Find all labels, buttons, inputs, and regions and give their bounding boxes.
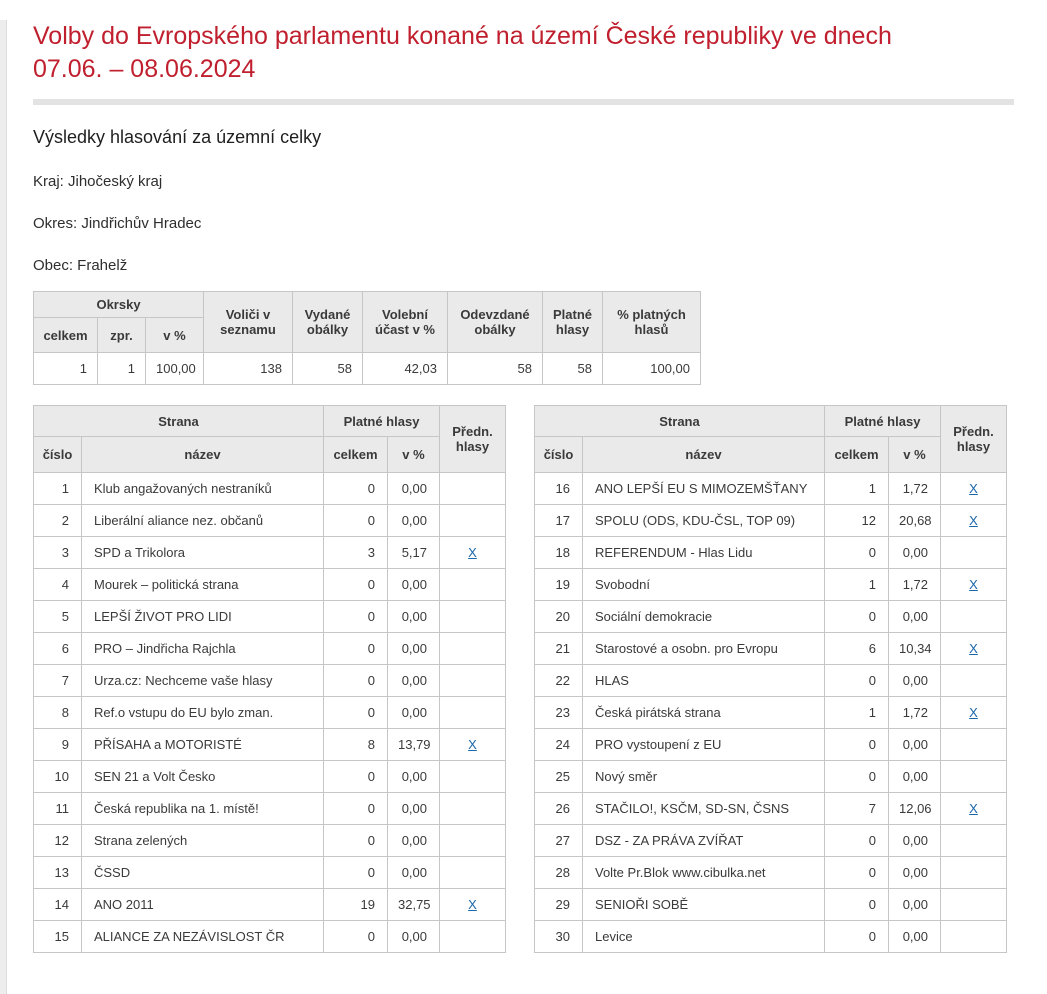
party-number: 5 bbox=[34, 601, 82, 633]
party-votes-pct: 0,00 bbox=[889, 857, 941, 889]
party-votes-pct: 0,00 bbox=[388, 569, 440, 601]
party-row bbox=[535, 697, 1007, 729]
pref-votes-cell bbox=[440, 857, 506, 889]
party-votes-pct: 12,06 bbox=[889, 793, 941, 825]
horizontal-divider bbox=[33, 99, 1014, 105]
value-volebni-ucast: 42,03 bbox=[363, 353, 448, 385]
party-votes-pct: 0,00 bbox=[388, 665, 440, 697]
party-row bbox=[34, 825, 506, 857]
pref-votes-cell bbox=[941, 857, 1007, 889]
pref-votes-cell bbox=[941, 601, 1007, 633]
party-votes-pct: 0,00 bbox=[889, 537, 941, 569]
party-number: 18 bbox=[535, 537, 583, 569]
party-row bbox=[535, 473, 1007, 505]
header-volici-v-seznamu: Voliči v seznamu bbox=[204, 292, 293, 353]
party-votes-total: 0 bbox=[825, 665, 889, 697]
value-pct-platnych: 100,00 bbox=[603, 353, 701, 385]
party-row bbox=[34, 633, 506, 665]
party-name: REFERENDUM - Hlas Lidu bbox=[583, 537, 825, 569]
party-votes-total: 0 bbox=[324, 921, 388, 953]
party-number: 4 bbox=[34, 569, 82, 601]
party-name: Česká republika na 1. místě! bbox=[82, 793, 324, 825]
party-votes-pct: 1,72 bbox=[889, 569, 941, 601]
party-votes-pct: 0,00 bbox=[889, 825, 941, 857]
party-votes-total: 8 bbox=[324, 729, 388, 761]
value-odevzdane-obalky: 58 bbox=[448, 353, 543, 385]
party-number: 26 bbox=[535, 793, 583, 825]
pref-votes-cell bbox=[941, 633, 1007, 665]
party-votes-total: 1 bbox=[825, 697, 889, 729]
party-row bbox=[34, 729, 506, 761]
party-votes-total: 0 bbox=[825, 825, 889, 857]
party-results-tables bbox=[33, 405, 1014, 953]
party-votes-pct: 0,00 bbox=[388, 601, 440, 633]
party-name: DSZ - ZA PRÁVA ZVÍŘAT bbox=[583, 825, 825, 857]
pref-votes-link[interactable]: X bbox=[468, 545, 477, 560]
party-row bbox=[535, 601, 1007, 633]
party-votes-pct: 0,00 bbox=[889, 921, 941, 953]
party-number: 29 bbox=[535, 889, 583, 921]
pref-votes-cell bbox=[440, 921, 506, 953]
party-votes-total: 19 bbox=[324, 889, 388, 921]
party-votes-total: 0 bbox=[324, 761, 388, 793]
party-row bbox=[34, 761, 506, 793]
header-celkem: celkem bbox=[825, 437, 889, 473]
header-odevzdane-obalky: Odevzdané obálky bbox=[448, 292, 543, 353]
party-name: Ref.o vstupu do EU bylo zman. bbox=[82, 697, 324, 729]
party-row bbox=[535, 505, 1007, 537]
party-name: Urza.cz: Nechceme vaše hlasy bbox=[82, 665, 324, 697]
value-okrsky-v-pct: 100,00 bbox=[146, 353, 204, 385]
party-votes-total: 0 bbox=[825, 601, 889, 633]
party-votes-total: 0 bbox=[324, 633, 388, 665]
party-table-left bbox=[33, 405, 506, 953]
party-votes-pct: 0,00 bbox=[889, 601, 941, 633]
pref-votes-cell bbox=[941, 889, 1007, 921]
party-row bbox=[34, 601, 506, 633]
party-row bbox=[34, 537, 506, 569]
page-title bbox=[33, 20, 1014, 86]
header-v-pct: v % bbox=[889, 437, 941, 473]
party-name: PRO – Jindřicha Rajchla bbox=[82, 633, 324, 665]
party-row bbox=[34, 793, 506, 825]
header-cislo: číslo bbox=[535, 437, 583, 473]
value-platne-hlasy: 58 bbox=[543, 353, 603, 385]
pref-votes-link[interactable]: X bbox=[969, 641, 978, 656]
header-platne-hlasy: Platné hlasy bbox=[543, 292, 603, 353]
party-number: 17 bbox=[535, 505, 583, 537]
party-votes-pct: 0,00 bbox=[388, 697, 440, 729]
header-vydane-obalky: Vydané obálky bbox=[293, 292, 363, 353]
party-number: 21 bbox=[535, 633, 583, 665]
region-obec: Obec: Frahelž bbox=[33, 257, 128, 274]
party-name: HLAS bbox=[583, 665, 825, 697]
party-name: PŘÍSAHA a MOTORISTÉ bbox=[82, 729, 324, 761]
party-name: ANO 2011 bbox=[82, 889, 324, 921]
pref-votes-cell bbox=[440, 793, 506, 825]
pref-votes-cell bbox=[440, 761, 506, 793]
party-votes-total: 3 bbox=[324, 537, 388, 569]
party-row bbox=[34, 857, 506, 889]
party-table-right bbox=[534, 405, 1007, 953]
party-votes-pct: 0,00 bbox=[388, 825, 440, 857]
party-number: 10 bbox=[34, 761, 82, 793]
pref-votes-cell bbox=[941, 505, 1007, 537]
party-votes-pct: 10,34 bbox=[889, 633, 941, 665]
party-row bbox=[34, 505, 506, 537]
party-votes-total: 0 bbox=[324, 697, 388, 729]
party-name: SPOLU (ODS, KDU-ČSL, TOP 09) bbox=[583, 505, 825, 537]
party-number: 23 bbox=[535, 697, 583, 729]
party-number: 20 bbox=[535, 601, 583, 633]
party-name: STAČILO!, KSČM, SD-SN, ČSNS bbox=[583, 793, 825, 825]
party-number: 3 bbox=[34, 537, 82, 569]
pref-votes-cell bbox=[440, 537, 506, 569]
value-okrsky-celkem: 1 bbox=[34, 353, 98, 385]
party-name: SENIOŘI SOBĚ bbox=[583, 889, 825, 921]
page-title-line2: 07.06. – 08.06.2024 bbox=[33, 55, 256, 83]
party-votes-total: 0 bbox=[825, 729, 889, 761]
pref-votes-cell bbox=[440, 569, 506, 601]
party-votes-total: 0 bbox=[324, 569, 388, 601]
party-number: 7 bbox=[34, 665, 82, 697]
party-row bbox=[535, 793, 1007, 825]
party-votes-total: 0 bbox=[324, 473, 388, 505]
party-row bbox=[535, 889, 1007, 921]
party-number: 25 bbox=[535, 761, 583, 793]
party-votes-pct: 0,00 bbox=[388, 761, 440, 793]
pref-votes-link[interactable]: X bbox=[969, 801, 978, 816]
pref-votes-cell bbox=[440, 505, 506, 537]
header-volebni-ucast: Volební účast v % bbox=[363, 292, 448, 353]
party-name: Starostové a osobn. pro Evropu bbox=[583, 633, 825, 665]
party-number: 1 bbox=[34, 473, 82, 505]
party-votes-total: 6 bbox=[825, 633, 889, 665]
party-name: SEN 21 a Volt Česko bbox=[82, 761, 324, 793]
party-name: Česká pirátská strana bbox=[583, 697, 825, 729]
party-votes-total: 0 bbox=[825, 537, 889, 569]
pref-votes-link[interactable]: X bbox=[468, 737, 477, 752]
party-row bbox=[535, 825, 1007, 857]
party-number: 19 bbox=[535, 569, 583, 601]
party-votes-total: 0 bbox=[324, 793, 388, 825]
pref-votes-link[interactable]: X bbox=[468, 897, 477, 912]
page-title-line1: Volby do Evropského parlamentu konané na území České republiky ve dnech bbox=[33, 22, 892, 50]
party-votes-pct: 0,00 bbox=[388, 633, 440, 665]
party-number: 9 bbox=[34, 729, 82, 761]
section-title: Výsledky hlasování za územní celky bbox=[33, 127, 322, 147]
pref-votes-cell bbox=[941, 537, 1007, 569]
pref-votes-link[interactable]: X bbox=[969, 513, 978, 528]
pref-votes-cell bbox=[440, 889, 506, 921]
party-number: 30 bbox=[535, 921, 583, 953]
party-votes-total: 0 bbox=[324, 857, 388, 889]
pref-votes-cell bbox=[440, 825, 506, 857]
header-nazev: název bbox=[82, 437, 324, 473]
party-votes-total: 0 bbox=[825, 857, 889, 889]
party-votes-pct: 1,72 bbox=[889, 697, 941, 729]
party-votes-pct: 0,00 bbox=[388, 473, 440, 505]
party-votes-pct: 5,17 bbox=[388, 537, 440, 569]
party-votes-pct: 0,00 bbox=[889, 729, 941, 761]
pref-votes-cell bbox=[440, 665, 506, 697]
party-name: ALIANCE ZA NEZÁVISLOST ČR bbox=[82, 921, 324, 953]
party-votes-total: 0 bbox=[324, 601, 388, 633]
header-predn-hlasy: Předn. hlasy bbox=[941, 406, 1007, 473]
party-number: 2 bbox=[34, 505, 82, 537]
party-number: 24 bbox=[535, 729, 583, 761]
party-row bbox=[535, 857, 1007, 889]
pref-votes-link[interactable]: X bbox=[969, 481, 978, 496]
value-volici: 138 bbox=[204, 353, 293, 385]
party-row bbox=[535, 665, 1007, 697]
party-row bbox=[535, 537, 1007, 569]
party-votes-pct: 0,00 bbox=[388, 857, 440, 889]
party-votes-pct: 20,68 bbox=[889, 505, 941, 537]
party-votes-pct: 1,72 bbox=[889, 473, 941, 505]
party-number: 28 bbox=[535, 857, 583, 889]
party-row bbox=[535, 761, 1007, 793]
party-votes-total: 7 bbox=[825, 793, 889, 825]
turnout-summary-row bbox=[34, 353, 701, 385]
party-votes-total: 1 bbox=[825, 569, 889, 601]
party-votes-pct: 0,00 bbox=[889, 761, 941, 793]
pref-votes-cell bbox=[440, 697, 506, 729]
party-name: ANO LEPŠÍ EU S MIMOZEMŠŤANY bbox=[583, 473, 825, 505]
party-name: SPD a Trikolora bbox=[82, 537, 324, 569]
party-name: Svobodní bbox=[583, 569, 825, 601]
party-name: Levice bbox=[583, 921, 825, 953]
header-okrsky: Okrsky bbox=[34, 292, 204, 318]
party-row bbox=[535, 569, 1007, 601]
pref-votes-cell bbox=[941, 921, 1007, 953]
party-row bbox=[34, 697, 506, 729]
party-name: Liberální aliance nez. občanů bbox=[82, 505, 324, 537]
party-number: 12 bbox=[34, 825, 82, 857]
pref-votes-link[interactable]: X bbox=[969, 705, 978, 720]
pref-votes-cell bbox=[941, 665, 1007, 697]
pref-votes-cell bbox=[941, 825, 1007, 857]
header-okrsky-v-pct: v % bbox=[146, 318, 204, 353]
pref-votes-cell bbox=[941, 761, 1007, 793]
region-okres: Okres: Jindřichův Hradec bbox=[33, 215, 202, 232]
header-strana: Strana bbox=[535, 406, 825, 437]
party-row bbox=[535, 729, 1007, 761]
header-v-pct: v % bbox=[388, 437, 440, 473]
region-kraj: Kraj: Jihočeský kraj bbox=[33, 173, 163, 190]
header-strana: Strana bbox=[34, 406, 324, 437]
party-name: Volte Pr.Blok www.cibulka.net bbox=[583, 857, 825, 889]
party-number: 13 bbox=[34, 857, 82, 889]
party-row bbox=[34, 665, 506, 697]
party-votes-pct: 13,79 bbox=[388, 729, 440, 761]
party-name: LEPŠÍ ŽIVOT PRO LIDI bbox=[82, 601, 324, 633]
party-votes-total: 0 bbox=[825, 921, 889, 953]
pref-votes-cell bbox=[941, 793, 1007, 825]
party-votes-pct: 0,00 bbox=[889, 665, 941, 697]
party-number: 11 bbox=[34, 793, 82, 825]
pref-votes-cell bbox=[941, 569, 1007, 601]
party-votes-pct: 0,00 bbox=[388, 793, 440, 825]
pref-votes-cell bbox=[941, 697, 1007, 729]
header-okrsky-celkem: celkem bbox=[34, 318, 98, 353]
pref-votes-link[interactable]: X bbox=[969, 577, 978, 592]
party-number: 14 bbox=[34, 889, 82, 921]
pref-votes-cell bbox=[440, 473, 506, 505]
party-votes-total: 12 bbox=[825, 505, 889, 537]
party-name: Nový směr bbox=[583, 761, 825, 793]
party-row bbox=[535, 921, 1007, 953]
party-votes-pct: 32,75 bbox=[388, 889, 440, 921]
party-row bbox=[34, 889, 506, 921]
party-number: 22 bbox=[535, 665, 583, 697]
party-row bbox=[34, 921, 506, 953]
party-votes-pct: 0,00 bbox=[388, 505, 440, 537]
header-platne-hlasy: Platné hlasy bbox=[825, 406, 941, 437]
header-okrsky-zpr: zpr. bbox=[98, 318, 146, 353]
pref-votes-cell bbox=[440, 729, 506, 761]
pref-votes-cell bbox=[941, 473, 1007, 505]
party-number: 27 bbox=[535, 825, 583, 857]
party-row bbox=[535, 633, 1007, 665]
party-name: Mourek – politická strana bbox=[82, 569, 324, 601]
party-number: 6 bbox=[34, 633, 82, 665]
pref-votes-cell bbox=[440, 601, 506, 633]
header-platne-hlasy: Platné hlasy bbox=[324, 406, 440, 437]
party-name: PRO vystoupení z EU bbox=[583, 729, 825, 761]
party-name: Klub angažovaných nestraníků bbox=[82, 473, 324, 505]
party-row bbox=[34, 569, 506, 601]
turnout-summary-table bbox=[33, 291, 701, 385]
party-votes-pct: 0,00 bbox=[889, 889, 941, 921]
pref-votes-cell bbox=[440, 633, 506, 665]
header-cislo: číslo bbox=[34, 437, 82, 473]
party-number: 16 bbox=[535, 473, 583, 505]
value-okrsky-zpr: 1 bbox=[98, 353, 146, 385]
party-votes-total: 0 bbox=[324, 825, 388, 857]
party-votes-total: 0 bbox=[825, 889, 889, 921]
party-number: 8 bbox=[34, 697, 82, 729]
party-name: ČSSD bbox=[82, 857, 324, 889]
party-votes-pct: 0,00 bbox=[388, 921, 440, 953]
party-votes-total: 0 bbox=[324, 665, 388, 697]
party-votes-total: 0 bbox=[324, 505, 388, 537]
header-pct-platnych: % platných hlasů bbox=[603, 292, 701, 353]
party-votes-total: 0 bbox=[825, 761, 889, 793]
party-votes-total: 1 bbox=[825, 473, 889, 505]
party-name: Sociální demokracie bbox=[583, 601, 825, 633]
party-name: Strana zelených bbox=[82, 825, 324, 857]
page-content bbox=[33, 20, 1014, 953]
header-celkem: celkem bbox=[324, 437, 388, 473]
header-predn-hlasy: Předn. hlasy bbox=[440, 406, 506, 473]
page-left-margin-strip bbox=[0, 20, 7, 994]
pref-votes-cell bbox=[941, 729, 1007, 761]
party-row bbox=[34, 473, 506, 505]
party-number: 15 bbox=[34, 921, 82, 953]
value-vydane-obalky: 58 bbox=[293, 353, 363, 385]
header-nazev: název bbox=[583, 437, 825, 473]
